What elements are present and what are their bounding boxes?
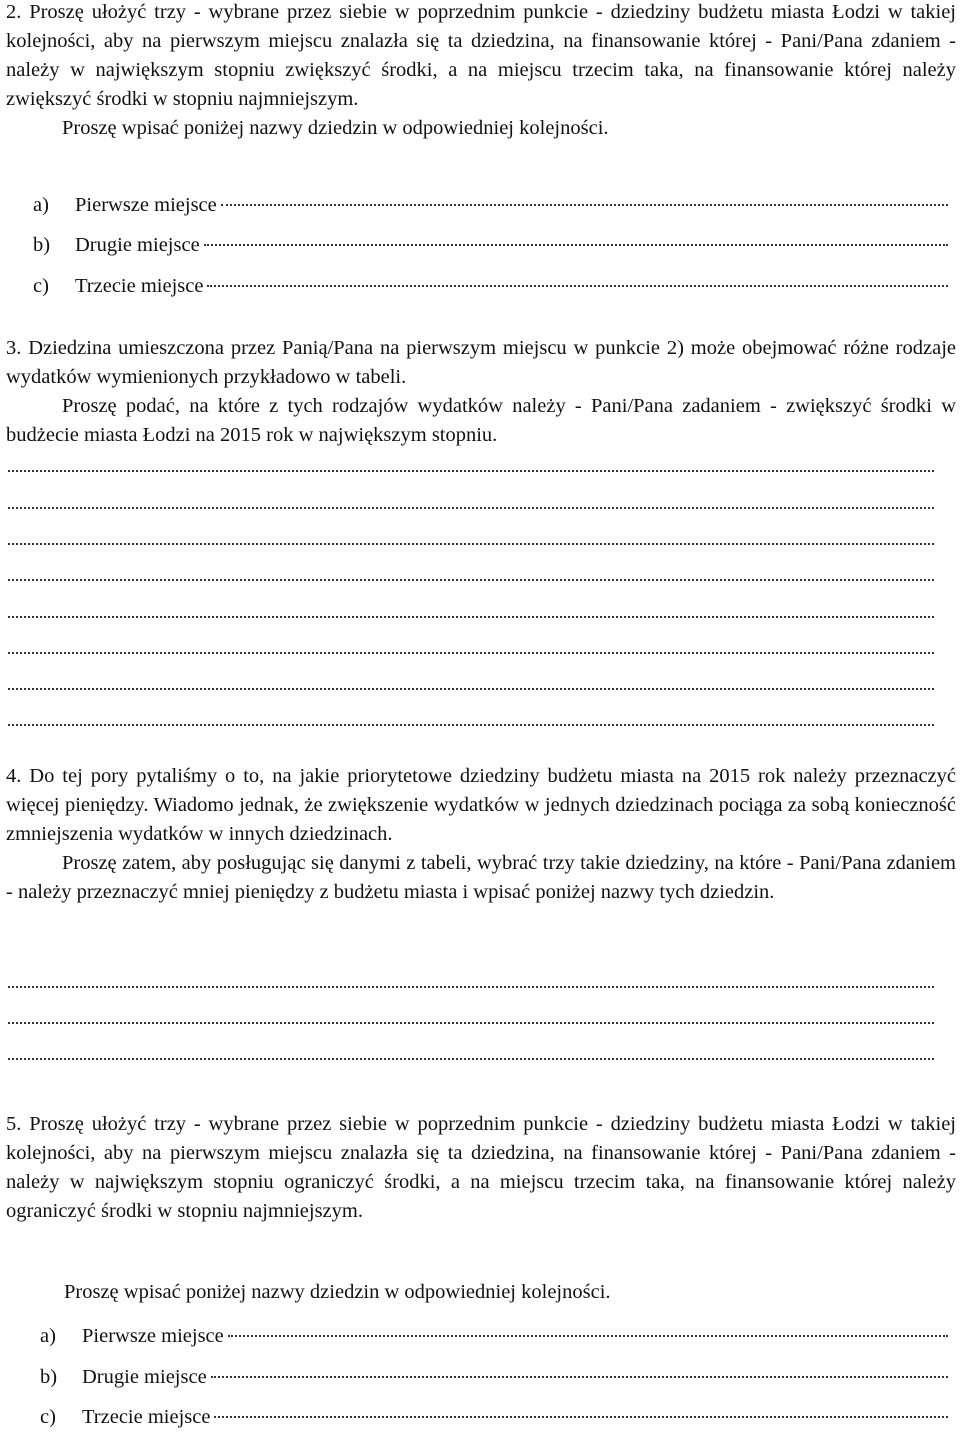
q4-answer-line[interactable] — [8, 1058, 934, 1060]
question-5-instruction: Proszę wpisać poniżej nazwy dziedzin w odpowiedniej kolejności. — [64, 1281, 611, 1303]
q3-answer-line[interactable] — [8, 652, 934, 654]
answer-letter: b) — [40, 1366, 58, 1388]
question-3-text: 3. Dziedzina umieszczona przez Panią/Pana na pierwszym miejscu w punkcie 2) może obejmować różne rodzaje wydatków wymienionych przykładowo w tabeli. — [6, 337, 956, 388]
question-2 — [6, 0, 956, 143]
answer-letter: c) — [33, 275, 49, 297]
q5-answer-second[interactable] — [40, 1363, 948, 1393]
answer-label: Trzecie miejsce — [75, 275, 204, 297]
q2-answer-second[interactable] — [33, 231, 948, 261]
answer-label: Drugie miejsce — [82, 1366, 207, 1388]
answer-field[interactable] — [221, 204, 948, 206]
answer-field[interactable] — [214, 1416, 948, 1418]
q3-answer-line[interactable] — [8, 616, 934, 618]
answer-label: Trzecie miejsce — [82, 1406, 211, 1428]
question-5-instruction-block — [6, 1278, 956, 1307]
q2-answer-first[interactable] — [33, 191, 948, 221]
question-5-text: 5. Proszę ułożyć trzy - wybrane przez siebie w poprzednim punkcie - dziedziny budżetu miasta Łodzi w takiej kolejności, aby na pierwszym miejscu znalazła się ta dziedzina, na finansowanie której - Pani/Pana zdaniem - należy w największym stopniu ograniczyć środki, a na miejscu trzecim taka, na finansowanie której należy ograniczyć środki w stopniu najmniejszym. — [6, 1113, 956, 1222]
answer-letter: a) — [40, 1325, 56, 1347]
q2-answer-third[interactable] — [33, 272, 948, 302]
question-2-instruction: Proszę wpisać poniżej nazwy dziedzin w odpowiedniej kolejności. — [62, 117, 609, 139]
q3-answer-line[interactable] — [8, 507, 934, 509]
answer-letter: b) — [33, 234, 51, 256]
q3-answer-line[interactable] — [8, 579, 934, 581]
answer-letter: c) — [40, 1406, 56, 1428]
question-5 — [6, 1110, 956, 1226]
q3-answer-line[interactable] — [8, 724, 934, 726]
question-3-instruction: Proszę podać, na które z tych rodzajów wydatków należy - Pani/Pana zadaniem - zwiększyć środki w budżecie miasta Łodzi na 2015 rok w największym stopniu. — [6, 395, 956, 446]
q5-answer-first[interactable] — [40, 1322, 948, 1352]
question-4 — [6, 762, 956, 907]
answer-field[interactable] — [204, 244, 948, 246]
answer-letter: a) — [33, 194, 49, 216]
answer-field[interactable] — [211, 1376, 948, 1378]
q3-answer-line[interactable] — [8, 688, 934, 690]
question-3 — [6, 334, 956, 450]
q4-answer-line[interactable] — [8, 1022, 934, 1024]
q3-answer-line[interactable] — [8, 470, 934, 472]
answer-label: Pierwsze miejsce — [75, 194, 217, 216]
q4-answer-line[interactable] — [8, 986, 934, 988]
q3-answer-line[interactable] — [8, 543, 934, 545]
question-4-text: 4. Do tej pory pytaliśmy o to, na jakie priorytetowe dziedziny budżetu miasta na 2015 rok należy przeznaczyć więcej pieniędzy. Wiadomo jednak, że zwiększenie wydatków w jednych dziedzinach pociąga za sobą konieczność zmniejszenia wydatków w innych dziedzinach. — [6, 765, 956, 845]
answer-field[interactable] — [207, 285, 948, 287]
answer-label: Pierwsze miejsce — [82, 1325, 224, 1347]
answer-field[interactable] — [228, 1335, 948, 1337]
question-2-text: 2. Proszę ułożyć trzy - wybrane przez siebie w poprzednim punkcie - dziedziny budżetu miasta Łodzi w takiej kolejności, aby na pierwszym miejscu znalazła się ta dziedzina, na finansowanie której - Pani/Pana zdaniem - należy w największym stopniu zwiększyć środki, a na miejscu trzecim taka, na finansowanie której należy zwiększyć środki w stopniu najmniejszym. — [6, 1, 956, 110]
answer-label: Drugie miejsce — [75, 234, 200, 256]
question-4-instruction: Proszę zatem, aby posługując się danymi z tabeli, wybrać trzy takie dziedziny, na które - Pani/Pana zdaniem - należy przeznaczyć mniej pieniędzy z budżetu miasta i wpisać poniżej nazwy tych dziedzin. — [6, 852, 956, 903]
q5-answer-third[interactable] — [40, 1403, 948, 1433]
